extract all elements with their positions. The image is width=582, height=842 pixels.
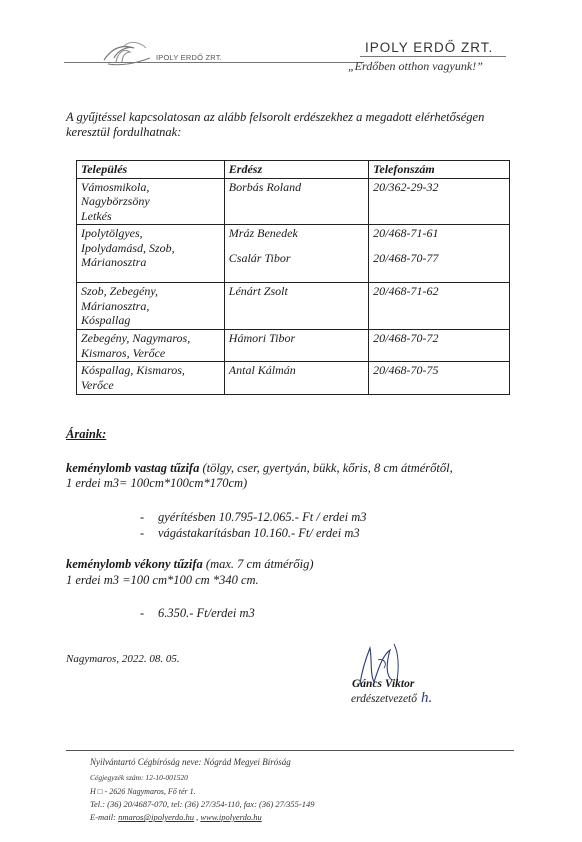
thin-firewood-title: keménylomb vékony tűzifa bbox=[66, 557, 203, 571]
settlement-cell bbox=[77, 330, 225, 362]
settlement-line: Márianosztra bbox=[81, 255, 147, 269]
phone-cell bbox=[369, 362, 510, 395]
forester-cell bbox=[224, 283, 368, 330]
company-logo-icon bbox=[100, 40, 158, 68]
phone-cell bbox=[369, 330, 510, 362]
slogan: „Erdőben otthon vagyunk!” bbox=[348, 59, 483, 73]
intro-text: A gyűjtéssel kapcsolatosan az alább felsorolt erdészekhez a megadott elérhetőségen keresztül fordulhatnak: bbox=[66, 110, 485, 139]
table-row bbox=[77, 283, 510, 330]
table-header-row bbox=[77, 161, 510, 179]
settlement-line: Kóspallag bbox=[81, 313, 131, 327]
phone-number: 20/468-70-72 bbox=[373, 331, 439, 345]
table-row bbox=[77, 178, 510, 225]
thin-firewood-price-list bbox=[140, 605, 255, 621]
settlement-line: Letkés bbox=[81, 208, 112, 223]
forester-name: Csalár Tibor bbox=[228, 250, 291, 265]
spacer bbox=[229, 241, 364, 251]
forester-name: Hámori Tibor bbox=[228, 331, 296, 345]
column-header: Telefonszám bbox=[369, 161, 510, 179]
settlement-line: Ipolydamásd, Szob, bbox=[81, 240, 175, 255]
forester-cell bbox=[224, 178, 368, 225]
column-header: Település bbox=[77, 161, 225, 179]
place-date: Nagymaros, 2022. 08. 05. bbox=[66, 653, 180, 665]
price-item: 6.350.- Ft/erdei m3 bbox=[158, 606, 255, 620]
table-row bbox=[77, 362, 510, 395]
email-link[interactable]: nmaros@ipolyerdo.hu bbox=[118, 812, 194, 822]
forester-name: Antal Kálmán bbox=[228, 363, 296, 377]
thin-firewood-unit: 1 erdei m3 =100 cm*100 cm *340 cm. bbox=[66, 573, 259, 587]
forester-name: Mráz Benedek bbox=[228, 226, 298, 240]
settlement-line: Nagybörzsöny bbox=[81, 194, 150, 208]
thick-firewood-title-line bbox=[66, 460, 526, 476]
footer-registry: Cégjegyzék szám: 12-10-001520 bbox=[90, 773, 188, 782]
thick-firewood-unit: 1 erdei m3= 100cm*100cm*170cm) bbox=[66, 476, 248, 490]
settlement-cell bbox=[77, 362, 225, 395]
settlement-line: Verőce bbox=[81, 377, 114, 392]
footer-phones: Tel.: (36) 20/4687-070, tel: (36) 27/354-110, fax: (36) 27/355-149 bbox=[90, 799, 315, 809]
settlement-line: Szob, Zebegény, bbox=[81, 284, 158, 298]
footer-separator: , bbox=[194, 812, 201, 822]
phone-number: 20/468-71-62 bbox=[373, 284, 439, 298]
brand-name: IPOLY ERDŐ ZRT. bbox=[365, 40, 494, 55]
footer-contact-line bbox=[90, 812, 262, 823]
prices-heading: Áraink: bbox=[66, 427, 107, 441]
settlement-line: Ipolytölgyes, bbox=[81, 226, 143, 240]
email-label: E-mail: bbox=[90, 812, 119, 822]
phone-number: 20/468-70-77 bbox=[373, 250, 439, 265]
settlement-line: Márianosztra, bbox=[81, 298, 150, 313]
table-row bbox=[77, 330, 510, 362]
settlement-line: Vámosmikola, bbox=[81, 179, 150, 194]
foresters-table bbox=[76, 160, 510, 395]
logo-text: IPOLY ERDŐ ZRT. bbox=[156, 53, 222, 62]
forester-name: Borbás Roland bbox=[228, 179, 302, 194]
price-item: gyérítésben 10.795-12.065.- Ft / erdei m3 bbox=[158, 510, 367, 524]
list-item: - gyérítésben 10.795-12.065.- Ft / erdei m3 bbox=[140, 510, 367, 524]
phone-cell bbox=[369, 283, 510, 330]
list-item: - 6.350.- Ft/erdei m3 bbox=[140, 606, 255, 620]
forester-name: Lénárt Zsolt bbox=[228, 284, 288, 298]
thick-firewood-title: keménylomb vastag tűzifa bbox=[66, 461, 200, 475]
thick-firewood-price-list bbox=[140, 509, 367, 541]
thin-firewood-title-line bbox=[66, 557, 314, 572]
forester-cell bbox=[224, 225, 368, 283]
signatory-name: Gáncs Viktor bbox=[352, 678, 415, 690]
column-header: Erdész bbox=[224, 161, 368, 179]
website-link[interactable]: www.ipolyerdo.hu bbox=[200, 812, 262, 822]
settlement-cell bbox=[77, 283, 225, 330]
table-row bbox=[77, 225, 510, 283]
phone-number: 20/362-29-32 bbox=[373, 179, 439, 194]
spacer bbox=[373, 241, 505, 251]
settlement-line: Kismaros, Verőce bbox=[81, 345, 166, 360]
footer-divider bbox=[66, 750, 514, 751]
forester-cell bbox=[224, 330, 368, 362]
settlement-cell bbox=[77, 178, 225, 225]
settlement-line: Zebegény, Nagymaros, bbox=[81, 331, 191, 345]
price-item: vágástakarításban 10.160.- Ft/ erdei m3 bbox=[158, 526, 360, 540]
thick-firewood-desc: (tölgy, cser, gyertyán, bükk, kőris, 8 cm átmérőtől, bbox=[199, 461, 453, 475]
brand-underline bbox=[360, 56, 506, 57]
footer-address: H □ - 2626 Nagymaros, Fő tér 1. bbox=[90, 787, 196, 796]
forester-cell bbox=[224, 362, 368, 395]
phone-cell bbox=[369, 225, 510, 283]
settlement-line: Kóspallag, Kismaros, bbox=[81, 363, 185, 377]
phone-number: 20/468-70-75 bbox=[373, 363, 439, 377]
header-divider bbox=[64, 62, 364, 63]
thin-firewood-desc: (max. 7 cm átmérőig) bbox=[202, 557, 314, 571]
phone-cell bbox=[369, 178, 510, 225]
signatory-title: erdészetvezető bbox=[351, 693, 417, 705]
phone-number: 20/468-71-61 bbox=[373, 226, 439, 240]
signatory-initial: h. bbox=[421, 690, 433, 706]
footer-court: Nyilvántartó Cégbíróság neve: Nógrád Megyei Bíróság bbox=[90, 757, 291, 767]
settlement-cell bbox=[77, 225, 225, 283]
list-item: - vágástakarításban 10.160.- Ft/ erdei m3 bbox=[140, 526, 360, 540]
